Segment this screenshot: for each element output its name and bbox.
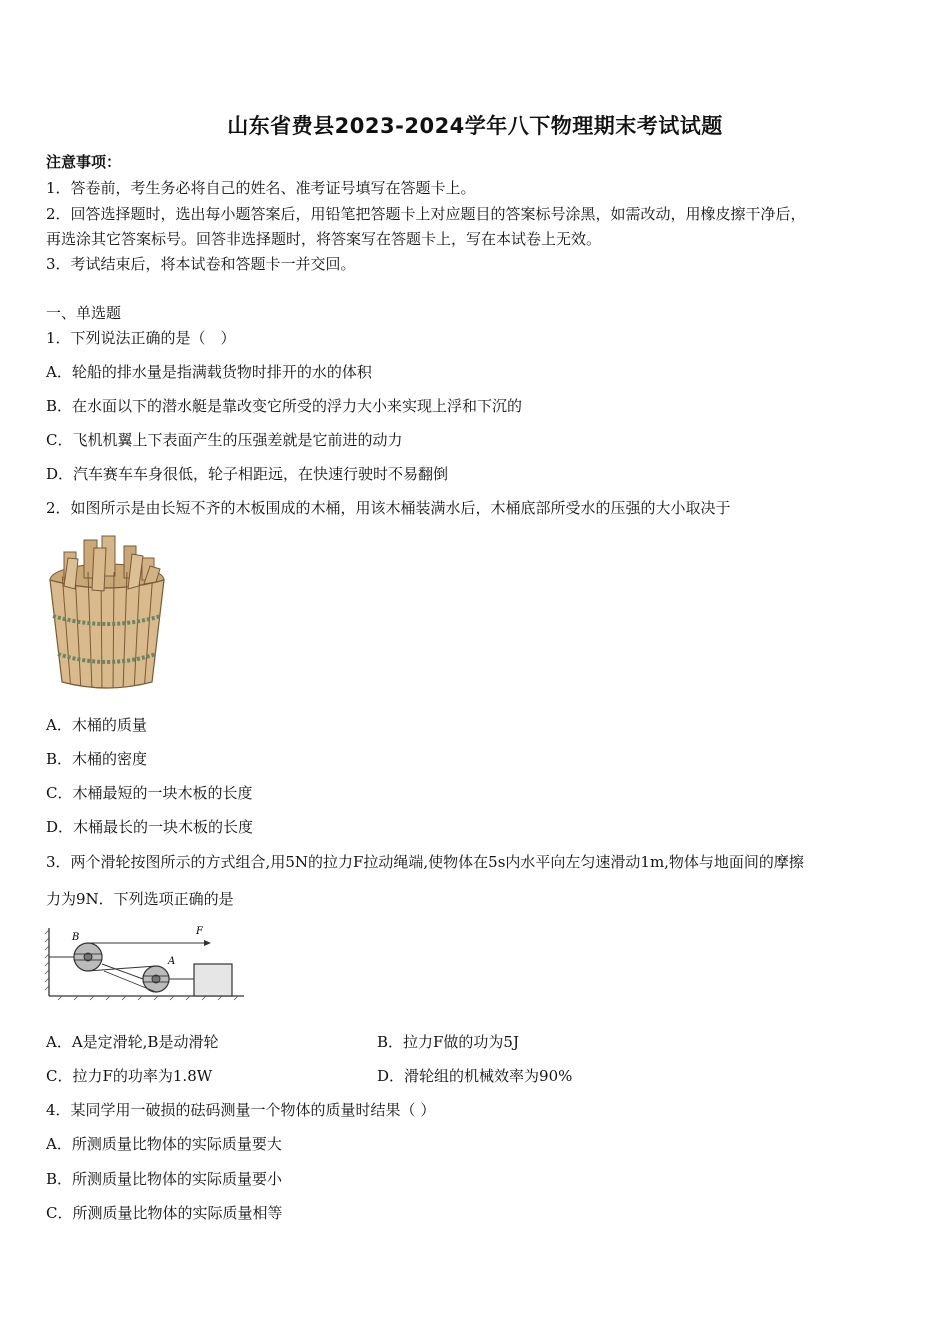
notice-item: 3．考试结束后，将本试卷和答题卡一并交回。 bbox=[46, 255, 356, 273]
q4-option-a: A．所测质量比物体的实际质量要大 bbox=[46, 1135, 282, 1153]
question-3-stem-line2: 力为9N．下列选项正确的是 bbox=[46, 890, 234, 908]
notice-item: 1．答卷前，考生务必将自己的姓名、准考证号填写在答题卡上。 bbox=[46, 179, 476, 197]
q4-option-b: B．所测质量比物体的实际质量要小 bbox=[46, 1170, 283, 1188]
q3-option-c: C．拉力F的功率为1.8W bbox=[46, 1067, 213, 1085]
q3-option-b: B．拉力F做的功为5J bbox=[377, 1033, 519, 1051]
q2-option-b: B．木桶的密度 bbox=[46, 750, 148, 768]
notice-item: 再选涂其它答案标号。回答非选择题时，将答案写在答题卡上，写在本试卷上无效。 bbox=[46, 230, 602, 248]
q1-option-c: C．飞机机翼上下表面产生的压强差就是它前进的动力 bbox=[46, 431, 403, 449]
label-b: B bbox=[72, 932, 80, 943]
wooden-bucket-figure bbox=[44, 532, 170, 694]
q1-option-d: D．汽车赛车车身很低，轮子相距远，在快速行驶时不易翻倒 bbox=[46, 465, 449, 483]
label-a: A bbox=[168, 956, 176, 967]
q1-option-b: B．在水面以下的潜水艇是靠改变它所受的浮力大小来实现上浮和下沉的 bbox=[46, 397, 523, 415]
question-3-stem-line1: 3．两个滑轮按图所示的方式组合,用5N的拉力F拉动绳端,使物体在5s内水平向左匀速滑动1m,物体与地面间的摩擦 bbox=[46, 853, 804, 871]
question-2-stem: 2．如图所示是由长短不齐的木板围成的木桶，用该木桶装满水后，木桶底部所受水的压强的大小取决于 bbox=[46, 499, 731, 517]
notice-heading: 注意事项： bbox=[46, 153, 122, 171]
label-f: F bbox=[196, 926, 203, 937]
q1-option-a: A．轮船的排水量是指满载货物时排开的水的体积 bbox=[46, 363, 372, 381]
question-4-stem: 4．某同学用一破损的砝码测量一个物体的质量时结果（ ） bbox=[46, 1101, 436, 1119]
q2-option-a: A．木桶的质量 bbox=[46, 716, 147, 734]
q4-option-c: C．所测质量比物体的实际质量相等 bbox=[46, 1204, 283, 1222]
notice-item: 2．回答选择题时，选出每小题答案后，用铅笔把答题卡上对应题目的答案标号涂黑，如需改动，用橡皮擦干净后， bbox=[46, 205, 806, 223]
pulley-system-figure bbox=[44, 924, 248, 1004]
page-title: 山东省费县2023-2024学年八下物理期末考试试题 bbox=[227, 114, 723, 138]
q3-option-a: A．A是定滑轮,B是动滑轮 bbox=[46, 1033, 219, 1051]
section-heading: 一、单选题 bbox=[46, 304, 122, 322]
question-1-stem: 1．下列说法正确的是（ ） bbox=[46, 329, 236, 347]
q2-option-c: C．木桶最短的一块木板的长度 bbox=[46, 784, 253, 802]
q3-option-d: D．滑轮组的机械效率为90% bbox=[377, 1067, 573, 1085]
q2-option-d: D．木桶最长的一块木板的长度 bbox=[46, 818, 254, 836]
